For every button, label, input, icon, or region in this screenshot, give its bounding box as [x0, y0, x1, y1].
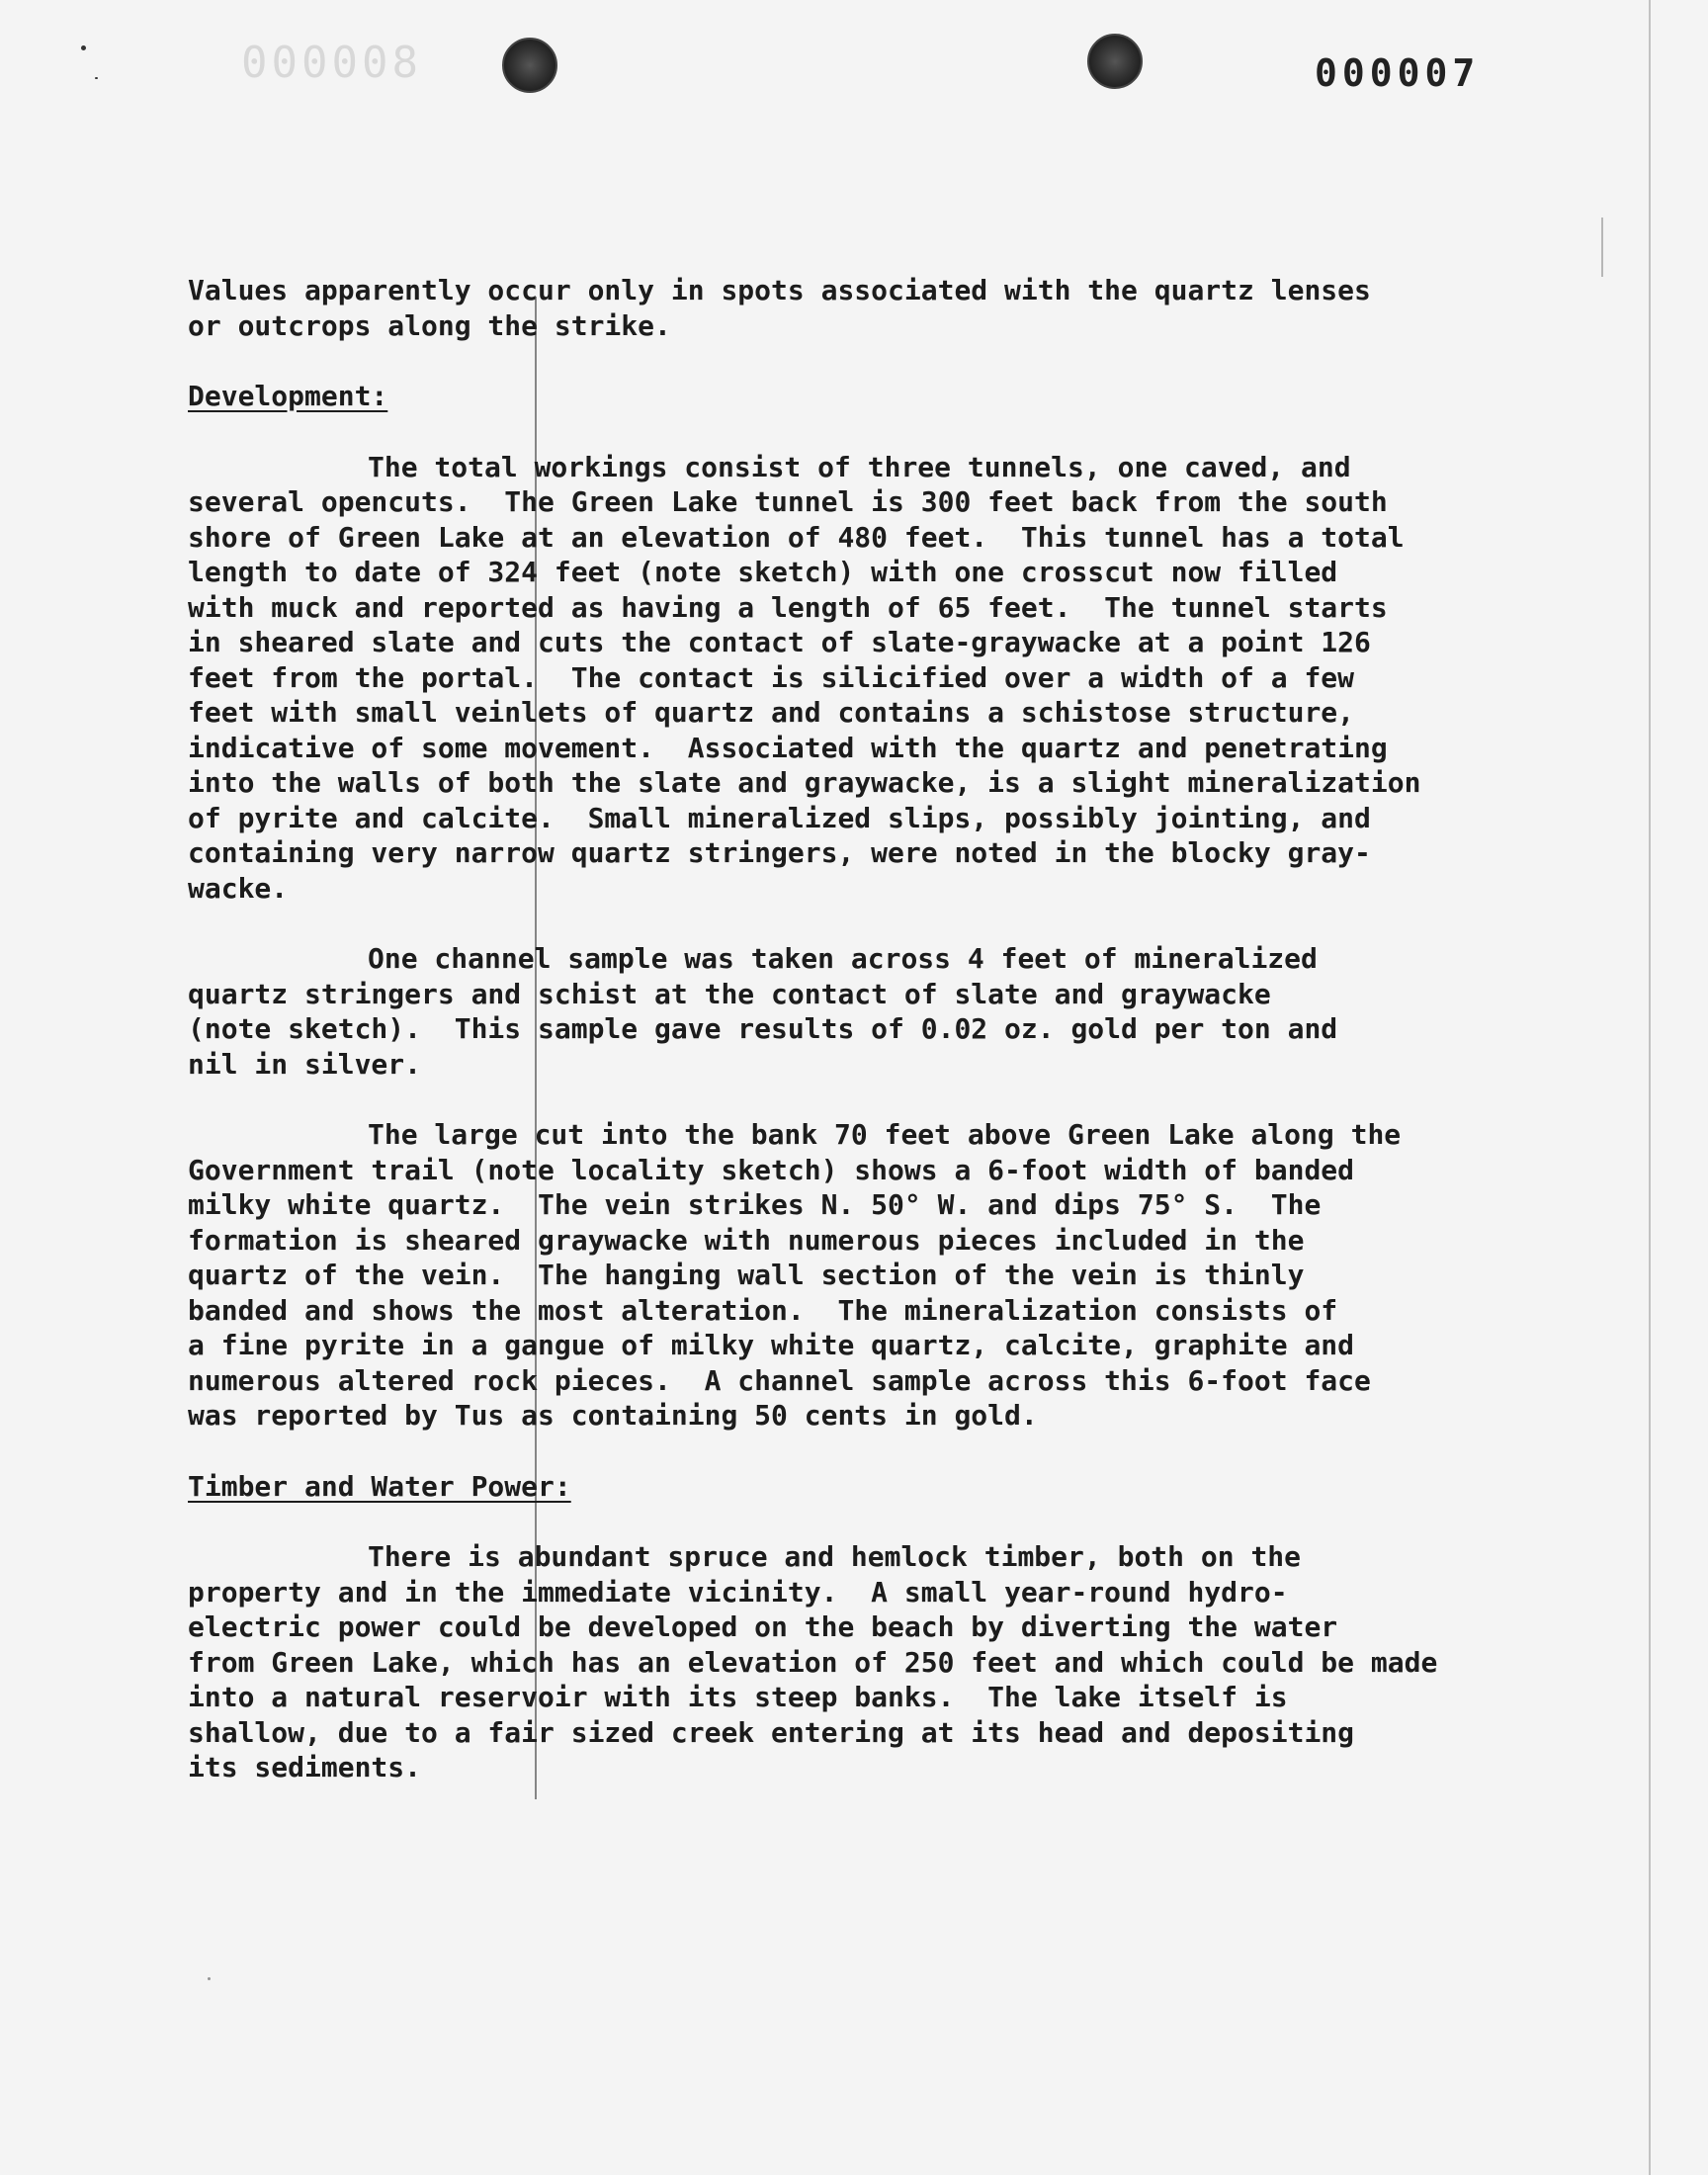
scan-speck	[81, 45, 86, 50]
text-line: electric power could be developed on the beach by diverting the water	[188, 1610, 1338, 1643]
text-line: formation is sheared graywacke with numerous pieces included in the	[188, 1223, 1305, 1257]
text-line: property and in the immediate vicinity. A small year-round hydro-	[188, 1575, 1288, 1609]
development-heading: Development:	[188, 380, 388, 412]
text-line: Government trail (note locality sketch) shows a 6-foot width of banded	[188, 1153, 1355, 1186]
text-line: a fine pyrite in a gangue of milky white quartz, calcite, graphite and	[188, 1329, 1355, 1361]
scan-line-right-dashed	[1601, 218, 1603, 277]
text-line: from Green Lake, which has an elevation of 250 feet and which could be made	[188, 1645, 1438, 1679]
text-line: milky white quartz. The vein strikes N. 50° W. and dips 75° S. The	[188, 1188, 1322, 1221]
text-line: numerous altered rock pieces. A channel sample across this 6-foot face	[188, 1363, 1371, 1397]
text-line: in sheared slate and cuts the contact of slate-graywacke at a point 126	[188, 626, 1371, 658]
text-line: The total workings consist of three tunnels, one caved, and	[368, 450, 1351, 483]
scan-speck	[95, 77, 98, 79]
text-line: The large cut into the bank 70 feet above Green Lake along the	[368, 1118, 1402, 1151]
text-line: quartz stringers and schist at the contact of slate and graywacke	[188, 977, 1271, 1010]
scan-speck	[208, 1977, 211, 1980]
text-line: length to date of 324 feet (note sketch) with one crosscut now filled	[188, 556, 1338, 588]
page-number: 000007	[1315, 51, 1481, 95]
text-line: nil in silver.	[188, 1047, 422, 1081]
development-paragraph-2	[188, 941, 1552, 1082]
text-line: wacke.	[188, 871, 289, 905]
text-line: (note sketch). This sample gave results of 0.02 oz. gold per ton and	[188, 1012, 1338, 1045]
text-line: There is abundant spruce and hemlock timber, both on the	[368, 1540, 1302, 1573]
text-line: or outcrops along the strike.	[188, 308, 671, 342]
text-line: containing very narrow quartz stringers, were noted in the blocky gray-	[188, 836, 1371, 869]
text-line: several opencuts. The Green Lake tunnel is 300 feet back from the south	[188, 485, 1388, 518]
timber-paragraph-1	[188, 1539, 1552, 1785]
text-line: its sediments.	[188, 1751, 422, 1784]
scan-line-right-edge	[1649, 0, 1651, 2175]
punch-hole-right	[1087, 34, 1143, 89]
text-line: shallow, due to a fair sized creek entering at its head and depositing	[188, 1715, 1355, 1749]
text-line: feet from the portal. The contact is silicified over a width of a few	[188, 660, 1355, 694]
timber-heading: Timber and Water Power:	[188, 1469, 571, 1503]
text-line: into the walls of both the slate and graywacke, is a slight mineralization	[188, 766, 1421, 799]
text-line: into a natural reservoir with its steep banks. The lake itself is	[188, 1681, 1288, 1713]
text-line: banded and shows the most alteration. The mineralization consists of	[188, 1293, 1338, 1327]
text-line: shore of Green Lake at an elevation of 480 feet. This tunnel has a total	[188, 520, 1405, 554]
document-body	[188, 273, 1552, 1785]
punch-hole-left	[502, 38, 557, 93]
text-line: feet with small veinlets of quartz and contains a schistose structure,	[188, 696, 1355, 729]
development-paragraph-3	[188, 1117, 1552, 1434]
text-line: Values apparently occur only in spots associated with the quartz lenses	[188, 274, 1371, 306]
development-paragraph-1	[188, 450, 1552, 907]
text-line: of pyrite and calcite. Small mineralized slips, possibly jointing, and	[188, 801, 1371, 834]
faded-page-number: 800000	[237, 38, 418, 88]
text-line: One channel sample was taken across 4 feet of mineralized	[368, 942, 1318, 975]
text-line: quartz of the vein. The hanging wall section of the vein is thinly	[188, 1259, 1305, 1291]
text-line: indicative of some movement. Associated with the quartz and penetrating	[188, 731, 1388, 764]
text-line: with muck and reported as having a length of 65 feet. The tunnel starts	[188, 590, 1388, 624]
text-line: was reported by Tus as containing 50 cents in gold.	[188, 1399, 1038, 1432]
intro-paragraph	[188, 273, 1552, 343]
